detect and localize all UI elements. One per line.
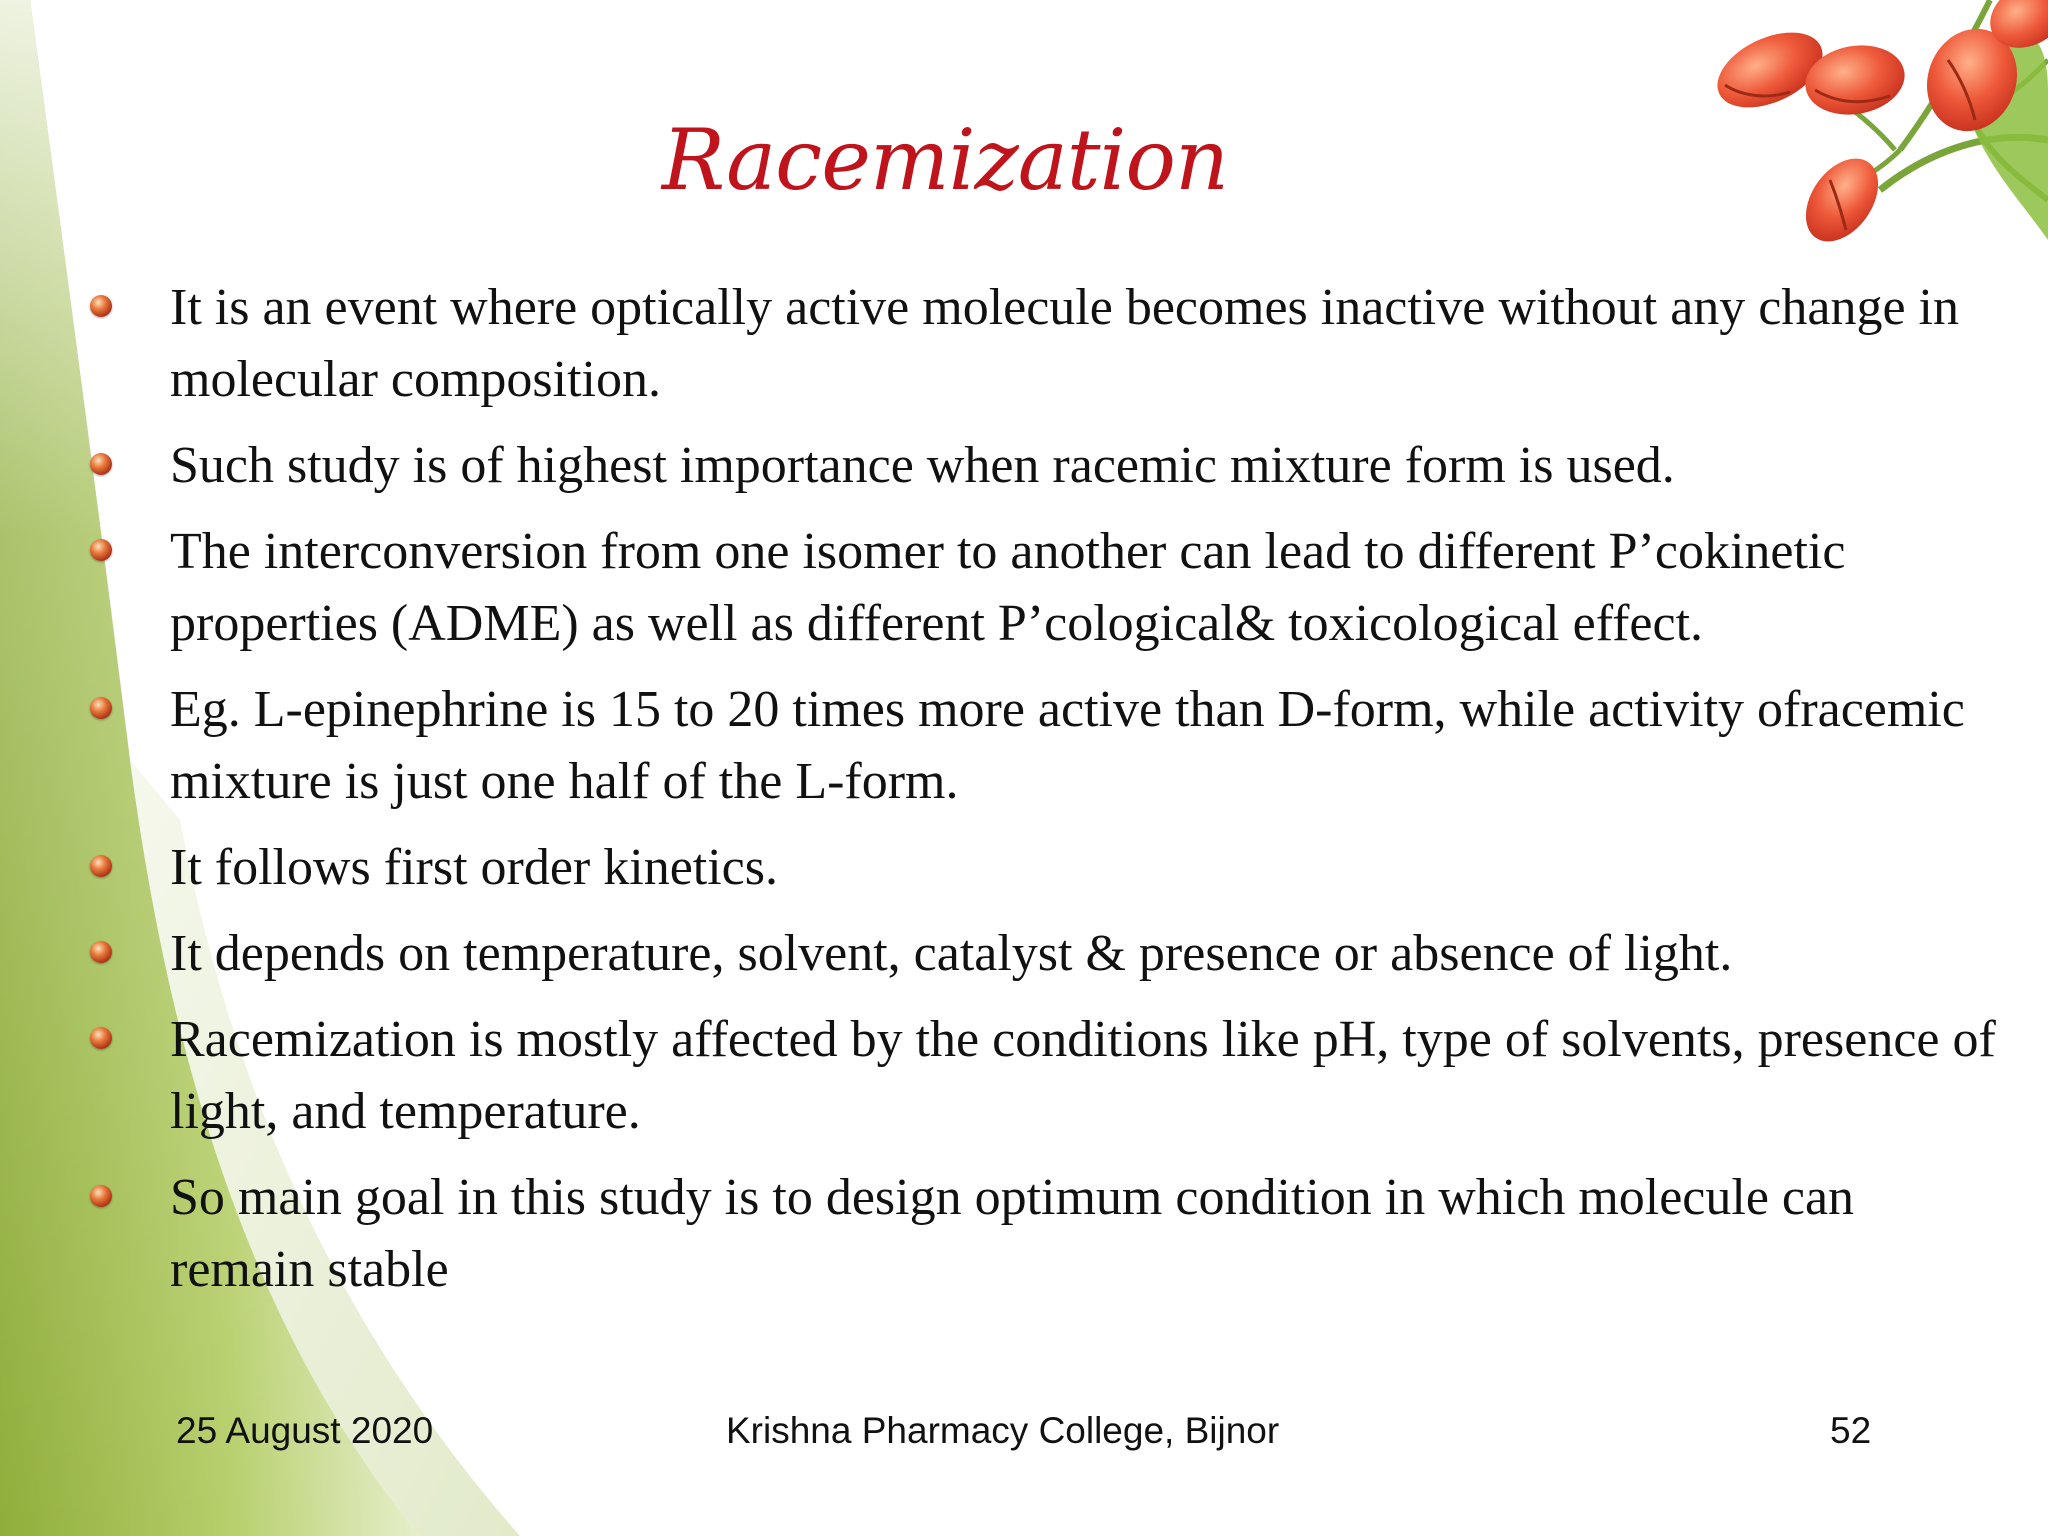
slide-number: 52	[1830, 1410, 1872, 1451]
bullet-icon	[90, 855, 112, 877]
list-item	[90, 272, 2010, 416]
footer-date: 25 August 2020	[176, 1410, 434, 1451]
list-item	[90, 430, 2010, 502]
list-item	[90, 918, 2010, 990]
bullet-list	[90, 272, 2010, 1320]
bullet-icon	[90, 1185, 112, 1207]
bullet-icon	[90, 539, 112, 561]
list-item	[90, 1162, 2010, 1306]
bullet-text: It follows first order kinetics.	[170, 839, 778, 896]
bullet-icon	[90, 697, 112, 719]
bullet-text: It is an event where optically active molecule becomes inactive without any change in molecular composition.	[170, 279, 1959, 408]
list-item	[90, 832, 2010, 904]
list-item	[90, 1004, 2010, 1148]
bullet-icon	[90, 295, 112, 317]
bullet-icon	[90, 941, 112, 963]
bullet-text: Eg. L-epinephrine is 15 to 20 times more active than D-form, while activity ofracemic mixture is just one half of the L-form.	[170, 681, 1965, 810]
list-item	[90, 516, 2010, 660]
bullet-text: Such study is of highest importance when racemic mixture form is used.	[170, 437, 1675, 494]
footer-organization: Krishna Pharmacy College, Bijnor	[726, 1410, 1280, 1451]
bullet-text: Racemization is mostly affected by the conditions like pH, type of solvents, presence of light, and temperature.	[170, 1011, 1996, 1140]
list-item	[90, 674, 2010, 818]
bullet-text: It depends on temperature, solvent, catalyst & presence or absence of light.	[170, 925, 1733, 982]
bullet-icon	[90, 453, 112, 475]
bullet-text: The interconversion from one isomer to another can lead to different P’cokinetic properties (ADME) as well as different P’cological& toxicological effect.	[170, 523, 1846, 652]
bullet-text: So main goal in this study is to design optimum condition in which molecule can remain stable	[170, 1169, 1855, 1298]
slide-title: Racemization	[661, 111, 1229, 209]
bullet-icon	[90, 1027, 112, 1049]
